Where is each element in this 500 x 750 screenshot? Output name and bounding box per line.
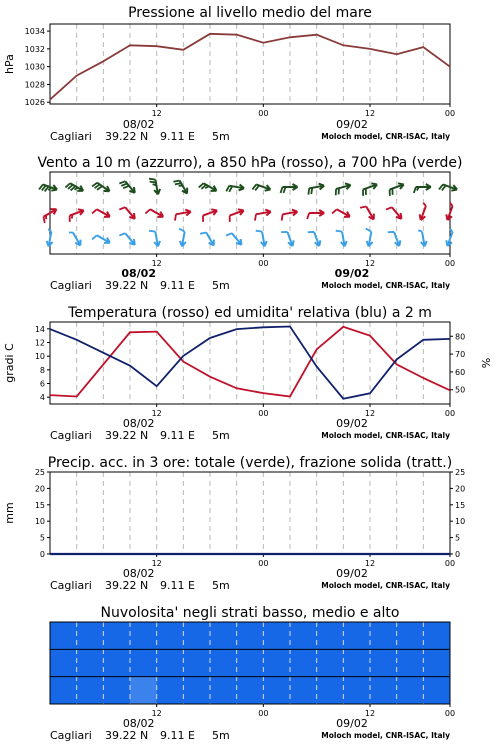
y-tick-label: 14 [34,324,45,334]
location-lon: 9.11 E [160,130,195,143]
wind-barb [307,210,324,219]
wind-barb [281,232,294,246]
wind-barb [256,231,267,247]
model-credit: Moloch model, CNR-ISAC, Italy [321,731,450,740]
x-tick-label: 12 [151,409,162,418]
wind-barb [119,233,135,244]
x-tick-label: 12 [364,259,376,268]
wind-barb [179,229,186,247]
wind-barb [366,229,373,247]
y-tick-label: 0 [455,550,461,559]
cloud-cell [103,677,130,704]
wind-barb [439,184,457,190]
cloud-cell [317,649,344,676]
cloud-cell [237,622,264,649]
wind-barb [446,229,452,246]
wind-barb [149,179,160,195]
plot-frame [50,24,450,104]
date-label: 09/02 [336,417,368,430]
cloud-cell [103,649,130,676]
cloud-cell [237,649,264,676]
x-tick-label: 12 [364,559,376,568]
model-credit: Moloch model, CNR-ISAC, Italy [321,431,450,440]
cloud-cell [370,677,397,704]
pressure-title: Pressione al livello medio del mare [128,5,372,21]
y-axis-label: hPa [3,54,16,74]
location-name: Cagliari [50,279,92,292]
plot-frame [50,322,450,404]
cloud-cell [50,649,77,676]
x-tick-label: 00 [444,259,456,268]
location-elev: 5m [212,579,230,592]
cloud-cell [210,622,237,649]
date-label: 08/02 [121,267,156,280]
cloud-cell [343,677,370,704]
cloud-cell [317,622,344,649]
wind-barb [199,183,217,191]
cloud-cell [130,649,157,676]
pressure-chart [0,0,500,150]
cloud-cell [263,649,290,676]
date-label: 08/02 [122,118,155,131]
wind-barb [386,207,402,218]
x-tick-label: 00 [258,109,269,118]
cloud-cell [423,677,450,704]
model-credit: Moloch model, CNR-ISAC, Italy [321,132,450,141]
pressure-series [50,34,450,100]
cloud-cell [130,677,157,704]
location-lat: 39.22 N [105,579,149,592]
cloud-cell [317,677,344,704]
clouds-panel [0,600,500,750]
location-lon: 9.11 E [160,579,195,592]
y-tick-label: 25 [34,468,45,477]
wind-barb [92,183,109,192]
y-axis-label: gradi C [3,343,16,383]
x-tick-label: 00 [258,559,269,568]
location-lon: 9.11 E [160,429,195,442]
wind-panel [0,150,500,300]
temperature-series [50,327,450,397]
wind-barb [332,209,350,217]
cloud-cell [263,622,290,649]
date-label: 09/02 [334,267,370,280]
y-tick-label: 10 [455,517,466,527]
y-tick-label: 70 [455,350,466,360]
y-tick-label: 15 [455,500,466,510]
y-tick-label: 8 [39,365,45,375]
model-credit: Moloch model, CNR-ISAC, Italy [321,281,450,290]
cloud-cell [130,622,157,649]
y-tick-label: 50 [455,385,466,395]
y-tick-label: 25 [455,468,466,477]
date-label: 08/02 [122,417,155,430]
temp-rh-panel [0,300,500,450]
cloud-cell [343,622,370,649]
location-lon: 9.11 E [160,729,195,742]
y-tick-label: 10 [34,517,45,527]
location-elev: 5m [212,130,230,143]
wind-barb [200,233,214,246]
wind-barb [39,184,57,191]
y-tick-label: 5 [455,533,461,543]
x-tick-label: 00 [258,409,269,418]
wind-barb [226,233,242,244]
wind-barb [360,207,374,220]
location-elev: 5m [212,429,230,442]
temp-rh-chart [0,300,500,450]
x-tick-label: 12 [151,259,162,268]
cloud-cell [77,649,104,676]
cloud-cell [423,622,450,649]
wind-barb [69,233,81,246]
wind-barb [446,203,452,220]
x-tick-label: 00 [444,109,456,118]
date-label: 08/02 [122,567,155,580]
x-tick-label: 12 [364,109,376,118]
y-tick-label: 0 [39,550,45,559]
x-tick-label: 00 [444,409,456,418]
location-name: Cagliari [50,429,92,442]
cloud-cell [397,677,424,704]
cloud-cell [50,677,77,704]
y-tick-label: 4 [39,393,45,403]
cloud-cell [237,677,264,704]
y-tick-label: 6 [39,379,45,389]
y-tick-label: 15 [34,500,45,510]
y-tick-label: 1034 [24,27,45,37]
y-tick-label: 12 [34,338,45,348]
cloud-cell [210,649,237,676]
location-name: Cagliari [50,729,92,742]
cloud-cell [290,622,317,649]
wind-barb [119,181,135,192]
location-lat: 39.22 N [105,130,149,143]
cloud-cell [290,649,317,676]
cloud-cell [370,649,397,676]
wind-title: Vento a 10 m (azzurro), a 850 hPa (rosso), a 700 hPa (verde) [37,155,463,171]
x-tick-label: 00 [444,709,456,718]
wind-barb [65,183,83,191]
y-tick-label: 1032 [24,44,45,54]
cloud-cell [157,677,184,704]
cloud-cell [77,677,104,704]
wind-barb [92,209,110,217]
wind-chart [0,150,500,300]
plot-frame [50,472,450,554]
x-tick-label: 12 [151,109,162,118]
wind-barb [145,209,163,217]
x-tick-label: 12 [151,559,162,568]
location-lon: 9.11 E [160,279,195,292]
x-tick-label: 12 [364,709,376,718]
y-tick-label: 1028 [24,80,45,90]
y-axis-label-right: % [480,357,493,369]
location-name: Cagliari [50,579,92,592]
y-tick-label: 10 [34,352,45,362]
x-tick-label: 12 [364,409,376,418]
y-tick-label: 80 [455,332,466,342]
date-label: 09/02 [336,567,368,580]
model-credit: Moloch model, CNR-ISAC, Italy [321,581,450,590]
wind-barb [173,181,187,194]
cloud-cell [423,649,450,676]
cloud-cell [183,622,210,649]
date-label: 08/02 [122,717,155,730]
x-tick-label: 00 [444,559,456,568]
x-tick-label: 00 [258,709,269,718]
location-lat: 39.22 N [105,279,149,292]
y-tick-label: 60 [455,367,466,377]
precip-panel [0,450,500,600]
cloud-cell [370,622,397,649]
y-tick-label: 1030 [24,62,45,72]
clouds-chart [0,600,500,750]
humidity-series [50,327,450,399]
cloud-cell [397,622,424,649]
temp-rh-title: Temperatura (rosso) ed umidita' relativa (blu) a 2 m [68,305,432,321]
y-tick-label: 20 [34,484,45,494]
y-axis-label: mm [3,502,16,524]
cloud-cell [183,649,210,676]
y-tick-label: 20 [455,484,466,494]
y-tick-label: 1026 [24,98,45,108]
cloud-cell [210,677,237,704]
wind-barb [420,203,426,220]
wind-barb [119,207,135,218]
wind-barb [388,232,401,246]
x-tick-label: 12 [151,709,162,718]
wind-barb [281,184,298,193]
location-elev: 5m [212,729,230,742]
clouds-title: Nuvolosita' negli strati basso, medio e alto [100,605,400,621]
cloud-cell [183,677,210,704]
wind-barb [252,184,270,190]
cloud-cell [77,622,104,649]
cloud-cell [103,622,130,649]
wind-barb [308,232,321,246]
wind-barb [414,184,431,193]
cloud-cell [50,622,77,649]
wind-barb [226,184,244,191]
location-lat: 39.22 N [105,429,149,442]
location-elev: 5m [212,279,230,292]
pressure-panel [0,0,500,150]
location-lat: 39.22 N [105,729,149,742]
precip-chart [0,450,500,600]
cloud-cell [343,649,370,676]
cloud-cell [157,649,184,676]
cloud-cell [397,649,424,676]
y-tick-label: 5 [39,533,45,543]
date-label: 09/02 [336,118,368,131]
x-tick-label: 00 [258,259,269,268]
cloud-cell [157,622,184,649]
location-name: Cagliari [50,130,92,143]
wind-barb [418,230,426,246]
precip-title: Precip. acc. in 3 ore: totale (verde), frazione solida (tratt.) [47,455,453,471]
wind-barb [92,235,110,243]
wind-barb [336,231,347,247]
cloud-cell [263,677,290,704]
cloud-cell [290,677,317,704]
wind-barb [149,231,160,247]
date-label: 09/02 [336,717,368,730]
